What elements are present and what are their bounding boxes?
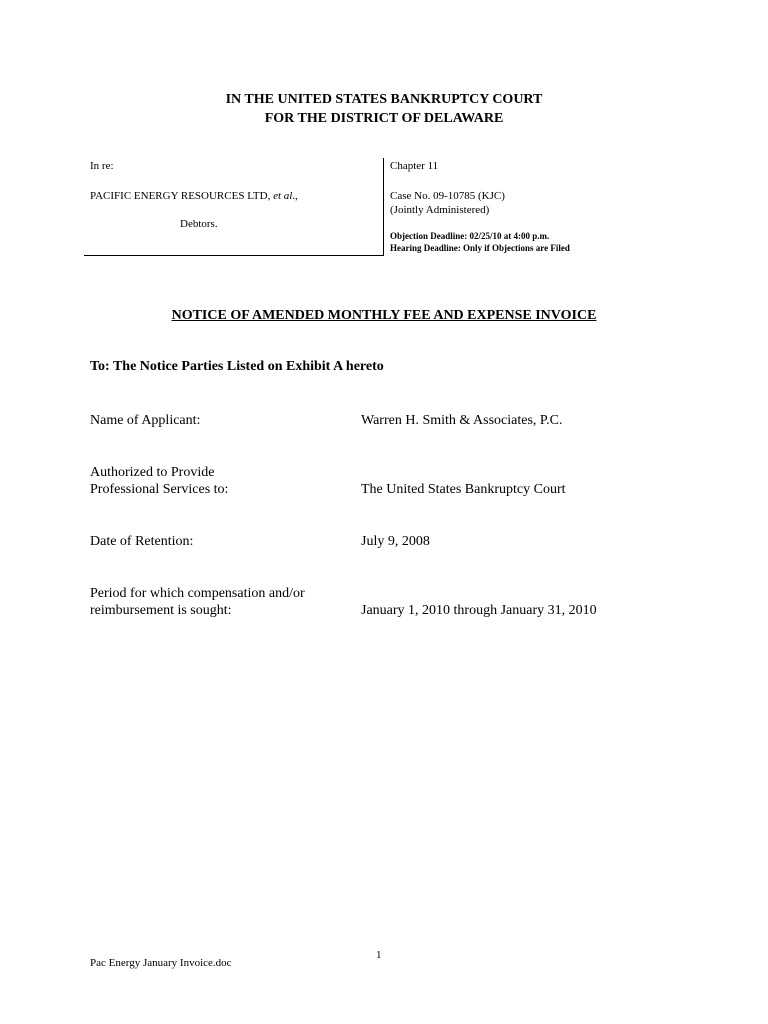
objection-deadline: Objection Deadline: 02/25/10 at 4:00 p.m. (390, 231, 550, 241)
caption-horizontal-divider (84, 255, 384, 256)
authorized-label-line-2: Professional Services to: (90, 482, 229, 497)
court-heading-line-1: IN THE UNITED STATES BANKRUPTCY COURT (225, 92, 543, 107)
case-number: Case No. 09-10785 (KJC) (390, 190, 505, 202)
page-number: 1 (376, 949, 382, 961)
period-label-line-2: reimbursement is sought: (90, 603, 232, 618)
et-al-text: et al (273, 190, 293, 202)
period-value: January 1, 2010 through January 31, 2010 (361, 603, 597, 618)
authorized-label-line-1: Authorized to Provide (90, 465, 215, 480)
chapter-label: Chapter 11 (390, 160, 439, 172)
court-heading-line-2: FOR THE DISTRICT OF DELAWARE (264, 111, 504, 126)
debtors-label: Debtors. (180, 218, 218, 230)
period-label (90, 585, 305, 619)
debtor-name (90, 190, 298, 202)
jointly-administered: (Jointly Administered) (390, 204, 490, 216)
in-re-label: In re: (90, 160, 114, 172)
to-line: To: The Notice Parties Listed on Exhibit A hereto (90, 359, 384, 374)
court-heading (0, 90, 768, 128)
et-al-suffix: ., (292, 190, 298, 202)
retention-date-label (90, 533, 193, 550)
notice-title: NOTICE OF AMENDED MONTHLY FEE AND EXPENSE INVOICE (171, 308, 597, 323)
footer-filename: Pac Energy January Invoice.doc (90, 957, 232, 969)
authorized-label (90, 464, 228, 498)
authorized-value: The United States Bankruptcy Court (361, 482, 566, 497)
debtor-name-text: PACIFIC ENERGY RESOURCES LTD, (90, 190, 271, 202)
caption-vertical-divider (383, 158, 384, 256)
period-label-line-1: Period for which compensation and/or (90, 586, 305, 601)
applicant-name-value: Warren H. Smith & Associates, P.C. (361, 413, 563, 428)
hearing-deadline: Hearing Deadline: Only if Objections are Filed (390, 243, 570, 253)
retention-date-label-line-1: Date of Retention: (90, 534, 194, 549)
applicant-name-label-line-1: Name of Applicant: (90, 413, 201, 428)
applicant-name-label (90, 412, 200, 429)
retention-date-value: July 9, 2008 (361, 534, 430, 549)
